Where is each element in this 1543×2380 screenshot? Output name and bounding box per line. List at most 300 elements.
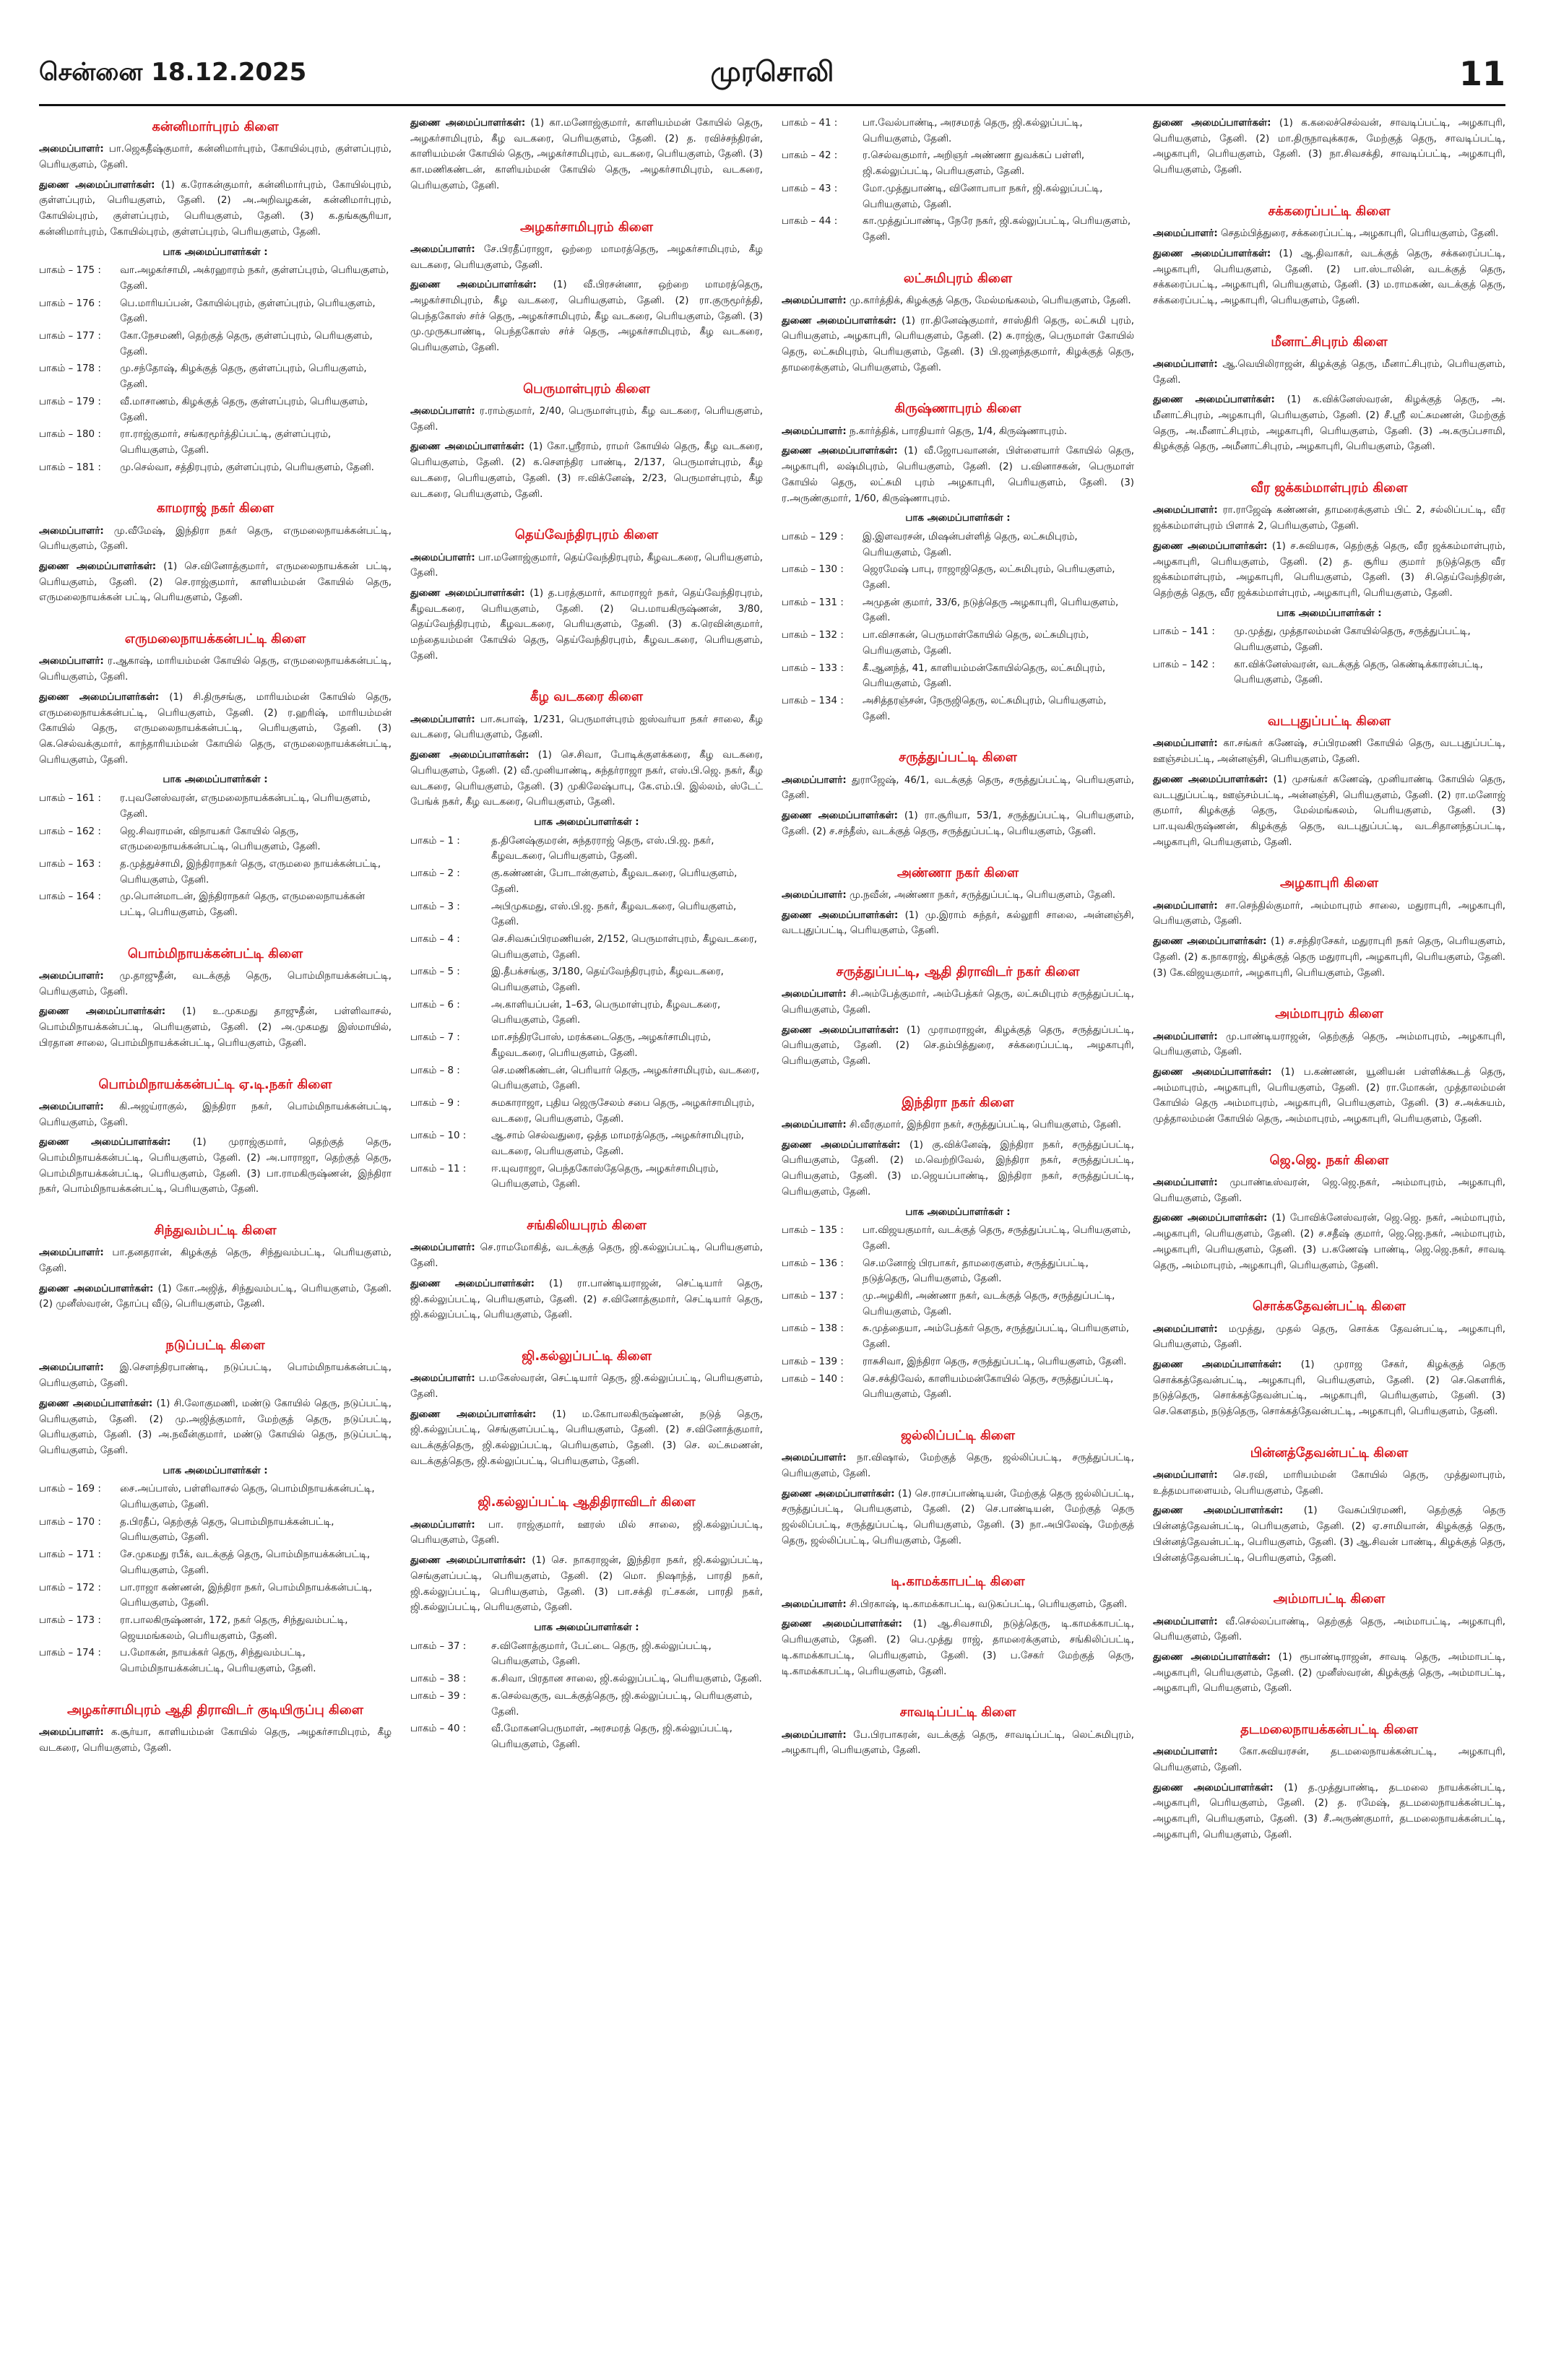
- booth-number: பாகம் – 3 :: [410, 901, 460, 912]
- role-label: அமைப்பாளர்:: [39, 656, 104, 667]
- booth-number: பாகம் – 9 :: [410, 1097, 460, 1109]
- newspaper-name: முரசொலி: [710, 56, 834, 87]
- booth-row: [39, 427, 392, 458]
- role-label: அமைப்பாளர்:: [782, 774, 847, 786]
- branch-block: [782, 400, 1134, 724]
- deputy-organizers-entry: [410, 116, 763, 194]
- organizer-entry: [410, 1518, 763, 1549]
- role-names: (1) வீ.பிரசன்னா, ஒற்றை மாமரத்தெரு, அழகர்சாமிபுரம், கீழ வடகரை, பெரியகுளம், தேனி. (2) ரா.குருமூர்த்தி, பெந்தகோஸ் சர்ச் தெரு, அழகர்சாமிபுரம், கீழ வடகரை, பெரியகுளம், தேனி. (3) மு.முருகபாண்டி, பெந்தகோஸ் சர்ச் தெரு, அழகர்சாமிபுரம், கீழ வடகரை, பெரியகுளம், தேனி.: [410, 280, 763, 354]
- booth-row: [410, 1128, 763, 1159]
- booth-organizer: பெ.மாரியப்பன், கோயில்புரம், குள்ளப்புரம், பெரியகுளம், தேனி.: [120, 298, 376, 325]
- role-label: அமைப்பாளர்:: [410, 552, 475, 563]
- role-label: துணை அமைப்பாளர்கள்:: [410, 1278, 535, 1289]
- role-names: (1) ரூபாண்டிராஜன், சாவடி தெரு, அம்மாபட்டி, அழகாபுரி, பெரியகுளம், தேனி. (2) முனீஸ்வரன், கிழக்குத் தெரு, அம்மாபட்டி, அழகாபுரி, பெரியகுளம், தேனி.: [1153, 1651, 1505, 1695]
- branch-block: [39, 118, 392, 475]
- role-label: துணை அமைப்பாளர்கள்:: [410, 1408, 537, 1420]
- role-names: முபாண்டீஸ்வரன், ஜெ.ஜெ.நகர், அம்மாபுரம், அழகாபுரி, பெரியகுளம், தேனி.: [1153, 1177, 1505, 1204]
- booth-organizer: அபிமுகமது, எஸ்.பி.ஜ. நகர், கீழவடகரை, பெரியகுளம், தேனி.: [491, 901, 737, 928]
- branch-title: அழகர்சாமிபுரம் கிளை: [520, 219, 653, 235]
- booth-organizers-heading: பாக அமைப்பாளர்கள் :: [1276, 607, 1382, 619]
- role-names: மு.கார்த்திக், கிழக்குத் தெரு, மேல்மங்கலம், பெரியகுளம், தேனி.: [849, 295, 1131, 306]
- role-label: துணை அமைப்பாளர்கள்:: [410, 587, 525, 599]
- role-names: (1) செ.ராசப்பாண்டியன், மேற்குத் தெரு ஜல்லிப்பட்டி, சருத்துப்பட்டி, பெரியகுளம், தேனி. (2) செ.பாண்டியன், மேற்குத் தெரு ஜல்லிப்பட்டி, சருத்துப்பட்டி, பெரியகுளம், தேனி. (3) நா.அபிலேஷ், மேற்குத் தெரு, ஜல்லிப்பட்டி, பெரியகுளம், தேனி.: [782, 1488, 1134, 1546]
- role-label: அமைப்பாளர்:: [782, 1598, 847, 1610]
- booth-number: பாகம் – 134 :: [782, 695, 844, 706]
- deputy-organizers-entry: [1153, 1357, 1505, 1420]
- booth-number: பாகம் – 43 :: [782, 183, 838, 194]
- booth-number: பாகம் – 130 :: [782, 564, 844, 576]
- deputy-organizers-entry: [1153, 1780, 1505, 1843]
- organizer-entry: [39, 1099, 392, 1130]
- booth-row: [782, 1256, 1134, 1287]
- deputy-organizers-entry: [1153, 1211, 1505, 1273]
- branch-block: [782, 116, 1134, 246]
- role-label: துணை அமைப்பாளர்கள்:: [782, 1024, 899, 1036]
- role-names: (1) வீ.ஜோபவானன், பிள்ளையார் கோயில் தெரு, அழகாபுரி, லஷ்மிபுரம், பெரியகுளம், தேனி. (2) ப.வினாசகன், பெருமாள் கோயில் தெரு, லட்சுமி புரம் அழகாபுரி, பெரியகுளம், தேனி. (3) ர.அருண்குமார், 1/60, கிருஷ்ணாபுரம்.: [782, 446, 1134, 504]
- branch-title: மீனாட்சிபுரம் கிளை: [1271, 334, 1388, 350]
- booth-number: பாகம் – 172 :: [39, 1582, 101, 1593]
- booth-number: பாகம் – 42 :: [782, 150, 838, 162]
- booth-row: [410, 1096, 763, 1127]
- role-label: துணை அமைப்பாளர்கள்:: [1153, 1505, 1284, 1517]
- booth-row: [39, 1547, 392, 1578]
- booth-number: பாகம் – 178 :: [39, 363, 101, 375]
- organizer-entry: [410, 242, 763, 273]
- booth-row: [782, 181, 1134, 212]
- branch-title: கீழ வடகரை கிளை: [530, 689, 643, 705]
- booth-number: பாகம் – 161 :: [39, 793, 101, 805]
- booth-organizer: மு.பொன்மாடன், இந்திராநகர் தெரு, எருமலைநாயக்கன் பட்டி, பெரியகுளம், தேனி.: [120, 891, 366, 919]
- booth-number: பாகம் – 11 :: [410, 1163, 467, 1174]
- role-label: துணை அமைப்பாளர்கள்:: [782, 1488, 895, 1500]
- deputy-organizers-entry: [782, 1023, 1134, 1070]
- branch-block: [782, 865, 1134, 939]
- booth-row: [39, 1580, 392, 1611]
- booth-number: பாகம் – 5 :: [410, 966, 460, 978]
- role-names: (1) கோ.அஜித், சிந்துவம்பட்டி, பெரியகுளம், தேனி. (2) முனீஸ்வரன், தோப்பு வீடு, பெரியகுளம், தேனி.: [39, 1283, 392, 1310]
- role-label: அமைப்பாளர்:: [39, 525, 104, 537]
- branch-block: [1153, 203, 1505, 309]
- role-label: துணை அமைப்பாளர்கள்:: [39, 179, 155, 191]
- booth-number: பாகம் – 7 :: [410, 1032, 460, 1044]
- organizer-entry: [782, 1728, 1134, 1759]
- branch-block: [410, 1494, 763, 1752]
- deputy-organizers-entry: [410, 748, 763, 810]
- booth-organizers-heading: பாக அமைப்பாளர்கள் :: [905, 513, 1011, 524]
- branch-title: பொம்மிநாயக்கன்பட்டி கிளை: [127, 945, 303, 961]
- role-label: அமைப்பாளர்:: [39, 971, 104, 982]
- branch-title: பெருமாள்புரம் கிளை: [523, 381, 650, 397]
- organizer-entry: [39, 524, 392, 555]
- branch-block: [1153, 875, 1505, 981]
- deputy-organizers-entry: [782, 1617, 1134, 1679]
- branch-title: ஜல்லிப்பட்டி கிளை: [900, 1427, 1016, 1443]
- booth-row: [39, 460, 392, 476]
- booth-organizers-heading: பாக அமைப்பாளர்கள் :: [534, 1622, 639, 1633]
- booth-organizer: மா.சந்திரபோஸ், மரக்கடைதெரு, அழகர்சாமிபுரம், கீழவடகரை, பெரியகுளம், தேனி.: [491, 1032, 712, 1059]
- booth-organizer: இ.இளவரசன், மிஷன்பள்ளித் தெரு, லட்சுமிபுரம், பெரியகுளம், தேனி.: [863, 531, 1078, 558]
- deputy-organizers-entry: [782, 808, 1134, 839]
- deputy-organizers-entry: [39, 1396, 392, 1459]
- booth-row: [782, 628, 1134, 659]
- booth-organizer: செ.மணிகண்டன், பெரியார் தெரு, அழகர்சாமிபுரம், வடகரை, பெரியகுளம், தேனி.: [491, 1065, 760, 1092]
- role-names: சி.வீரகுமார், இந்திரா நகர், சருத்துப்பட்டி, பெரியகுளம், தேனி.: [849, 1120, 1122, 1131]
- deputy-organizers-entry: [410, 1407, 763, 1470]
- booth-organizer: அமுதன் குமார், 33/6, நடுத்தெரு அழகாபுரி, பெரியகுளம், தேனி.: [863, 597, 1119, 624]
- booth-row: [39, 824, 392, 855]
- deputy-organizers-entry: [782, 1487, 1134, 1549]
- role-names: பே.பிரபாகரன், வடக்குத் தெரு, சாவடிப்பட்டி, லெட்சுமிபுரம், அழகாபுரி, பெரியகுளம், தேனி.: [782, 1729, 1134, 1757]
- organizer-entry: [39, 654, 392, 685]
- role-label: அமைப்பாளர்:: [1153, 900, 1218, 912]
- role-names: பா.மனோஜ்குமார், தெய்வேந்திரபுரம், கீழவடகரை, பெரியகுளம், தேனி.: [410, 552, 763, 579]
- booth-row: [39, 296, 392, 327]
- organizer-entry: [1153, 1175, 1505, 1206]
- role-label: அமைப்பாளர்:: [782, 1729, 847, 1741]
- booth-organizer: பா.ராஜா கண்ணன், இந்திரா நகர், பொம்மிநாயக்கன்பட்டி, பெரியகுளம், தேனி.: [120, 1582, 373, 1609]
- branch-block: [410, 381, 763, 503]
- role-label: அமைப்பாளர்:: [782, 1120, 847, 1131]
- role-label: துணை அமைப்பாளர்கள்:: [1153, 1359, 1282, 1370]
- role-label: அமைப்பாளர்:: [782, 295, 847, 306]
- booth-organizer: க.செல்வகுரு, வடக்குத்தெரு, ஜி.கல்லுப்பட்டி, பெரியகுளம், தேனி.: [491, 1690, 753, 1718]
- booth-number: பாகம் – 179 :: [39, 396, 101, 407]
- role-names: ர.ராம்குமார், 2/40, பெருமாள்புரம், கீழ வடகரை, பெரியகுளம், தேனி.: [410, 406, 763, 433]
- role-label: அமைப்பாளர்:: [1153, 1031, 1218, 1042]
- booth-number: பாகம் – 180 :: [39, 429, 101, 441]
- booth-number: பாகம் – 44 :: [782, 216, 838, 228]
- role-names: (1) ச.சுவியரசு, தெற்குத் தெரு, வீர ஜக்கம்மாள்புரம், அழகாபுரி, பெரியகுளம், தேனி. (2) த. சூரிய குமார் நடுத்தெரு வீர ஜக்கம்மாள்புரம், அழகாபுரி, பெரியகுளம், தேனி. (3) சி.தெய்வேந்திரன், தெற்குத் தெரு, வீர ஜக்கம்மாள்புரம், அழகாபுரி, பெரியகுளம், தேனி.: [1153, 540, 1505, 599]
- branch-title: காமராஜ் நகர் கிளை: [156, 501, 275, 516]
- booth-number: பாகம் – 136 :: [782, 1258, 844, 1269]
- booth-row: [410, 1721, 763, 1752]
- branch-title: தடமலைநாயக்கன்பட்டி கிளை: [1240, 1722, 1418, 1738]
- booth-row: [410, 834, 763, 865]
- booth-organizers-heading: பாக அமைப்பாளர்கள் :: [163, 246, 268, 258]
- booth-organizer: சு.முத்தையா, அம்பேத்கர் தெரு, சருத்துப்பட்டி, பெரியகுளம், தேனி.: [863, 1323, 1130, 1351]
- booth-row: [782, 562, 1134, 593]
- branch-block: [410, 1217, 763, 1323]
- booth-number: பாகம் – 177 :: [39, 331, 101, 342]
- organizer-entry: [39, 1360, 392, 1391]
- role-label: துணை அமைப்பாளர்கள்:: [410, 1555, 527, 1567]
- branch-title: இந்திரா நகர் கிளை: [902, 1094, 1014, 1110]
- booth-number: பாகம் – 169 :: [39, 1484, 101, 1495]
- organizer-entry: [1153, 736, 1505, 767]
- booth-number: பாகம் – 173 :: [39, 1615, 101, 1626]
- booth-number: பாகம் – 142 :: [1153, 659, 1215, 670]
- role-label: அமைப்பாளர்:: [1153, 358, 1218, 370]
- role-label: துணை அமைப்பாளர்கள்:: [1153, 1782, 1274, 1793]
- deputy-organizers-entry: [39, 690, 392, 769]
- booth-row: [39, 394, 392, 425]
- branch-title: சொக்கதேவன்பட்டி கிளை: [1253, 1299, 1406, 1315]
- booth-organizer: ரா.ராஜ்குமார், சங்கரமூர்த்திப்பட்டி, குள்ளப்புரம், பெரியகுளம், தேனி.: [120, 429, 332, 456]
- deputy-organizers-entry: [1153, 116, 1505, 178]
- branch-title: சருத்துப்பட்டி கிளை: [899, 750, 1017, 766]
- branch-title: பின்னத்தேவன்பட்டி கிளை: [1250, 1445, 1409, 1461]
- branch-title: ஜி.கல்லுப்பட்டி கிளை: [522, 1348, 652, 1364]
- booth-organizer: ர.புவனேஸ்வரன், எருமலைநாயக்கன்பட்டி, பெரியகுளம், தேனி.: [120, 793, 371, 820]
- role-names: (1) கோ.ஸ்ரீராம், ராமர் கோயில் தெரு, கீழ வடகரை, பெரியகுளம், தேனி. (2) க.செளந்திர பாண்டி, 2/137, பெருமாள்புரம், கீழ வடகரை, பெரியகுளம், தேனி. (3) ஈ.விக்னேஷ், 2/23, பெருமாள்புரம், கீழ வடகரை, பெரியகுளம், தேனி.: [410, 441, 763, 500]
- role-names: (1) முராஜ சேகர், கிழக்குத் தெரு சொக்கத்தேவன்பட்டி, அழகாபுரி, பெரியகுளம், தேனி. (2) செ.கௌரிக், நடுத்தெரு, சொக்கத்தேவன்பட்டி, அழகாபுரி, பெரியகுளம், தேனி. (3) செ.கௌதம், நடுத்தெரு, சொக்கத்தேவன்பட்டி, அழகாபுரி, பெரியகுளம், தேனி.: [1153, 1359, 1505, 1418]
- booth-row: [410, 1689, 763, 1720]
- role-names: கோ.சுவியரசன், தடமலைநாயக்கன்பட்டி, அழகாபுரி, பெரியகுளம், தேனி.: [1153, 1747, 1505, 1774]
- role-label: அமைப்பாளர்:: [410, 714, 475, 725]
- deputy-organizers-entry: [1153, 1650, 1505, 1697]
- deputy-organizers-entry: [410, 586, 763, 665]
- branch-block: [1153, 334, 1505, 456]
- role-label: அமைப்பாளர்:: [1153, 1177, 1218, 1189]
- role-label: துணை அமைப்பாளர்கள்:: [410, 441, 525, 453]
- deputy-organizers-entry: [410, 439, 763, 502]
- role-names: (1) த.முத்துபாண்டி, தடமலை நாயக்கன்பட்டி, அழகாபுரி, பெரியகுளம், தேனி. (2) த. ரமேஷ், தடமலைநாயக்கன்பட்டி, அழகாபுரி, பெரியகுளம், தேனி. (3) சீ.அருண்குமார், தடமலைநாயக்கன்பட்டி, அழகாபுரி, பெரியகுளம், தேனி.: [1153, 1782, 1505, 1840]
- branch-title: சருத்துப்பட்டி, ஆதி திராவிடர் நகர் கிளை: [836, 964, 1080, 979]
- booth-number: பாகம் – 175 :: [39, 265, 101, 277]
- booth-organizer: கு.கண்ணன், போடான்குளம், கீழவடகரை, பெரியகுளம், தேனி.: [491, 868, 738, 895]
- branch-block: [1153, 1005, 1505, 1128]
- role-names: (1) முராமராஜன், கிழக்குத் தெரு, சருத்துப்பட்டி, பெரியகுளம், தேனி. (2) செ.தம்பித்துரை, சக்கரைப்பட்டி, அழகாபுரி, பெரியகுளம், தேனி.: [782, 1024, 1134, 1068]
- booth-row: [1153, 624, 1505, 655]
- deputy-organizers-entry: [410, 1276, 763, 1323]
- role-names: (1) உ.முகமது தாஜுதீன், பள்ளிவாசல், பொம்மிநாயக்கன்பட்டி, பெரியகுளம், தேனி. (2) அ.முகமது இஸ்மாயில், பிரதான சாலை, பொம்மிநாயக்கன்பட்டி, பெரியகுளம், தேனி.: [39, 1006, 392, 1049]
- booth-row: [782, 529, 1134, 561]
- branch-block: [39, 1222, 392, 1312]
- branch-title: அம்மாபுரம் கிளை: [1275, 1006, 1383, 1022]
- branch-block: [782, 1094, 1134, 1403]
- deputy-organizers-entry: [1153, 392, 1505, 455]
- organizer-entry: [1153, 1029, 1505, 1060]
- column-1: [39, 116, 392, 2362]
- deputy-organizers-entry: [1153, 772, 1505, 851]
- booth-organizer: ஈ.யுவராஜா, பெந்தகோஸ்தேதெரு, அழகர்சாமிபுரம், பெரியகுளம், தேனி.: [491, 1163, 719, 1190]
- booth-organizer: செ.சக்திவேல், காளியம்மன்கோயில் தெரு, சருத்துப்பட்டி, பெரியகுளம், தேனி.: [863, 1373, 1114, 1401]
- role-names: (1) ச.சந்திரசேகர், மதுராபுரி நகர் தெரு, பெரியகுளம், தேனி. (2) க.நாகராஜ், கிழக்குத் தெரு மதுராபுரி, அழகாபுரி, பெரியகுளம், தேனி. (3) கே.விஜயகுமார், அழகாபுரி, பெரியகுளம், தேனி.: [1153, 936, 1505, 979]
- role-names: (1) ரா.சூரியா, 53/1, சருத்துப்பட்டி, பெரியகுளம், தேனி. (2) ச.சந்தீஸ், வடக்குத் தெரு, சருத்துப்பட்டி, பெரியகுளம், தேனி.: [782, 810, 1134, 837]
- edition-date: சென்னை 18.12.2025: [39, 58, 307, 87]
- role-label: துணை அமைப்பாளர்கள்:: [782, 810, 898, 822]
- role-names: (1) த.பரத்குமார், காமராஜர் நகர், தெய்வேந்திரபுரம், கீழவடகரை, பெரியகுளம், தேனி. (2) பெ.மாயகிருஷ்ணன், 3/80, தெய்வேந்திரபுரம், கீழவடகரை, பெரியகுளம், தேனி. (3) க.ரெவின்குமார், மந்தையம்மன் கோயில் தெரு, தெய்வேந்திரபுரம், கீழவடகரை, பெரியகுளம், தேனி.: [410, 587, 763, 662]
- deputy-organizers-entry: [39, 1281, 392, 1312]
- deputy-organizers-entry: [1153, 539, 1505, 602]
- booth-row: [410, 932, 763, 963]
- booth-row: [410, 964, 763, 995]
- role-names: சா.செந்தில்குமார், அம்மாபுரம் சாலை, மதுராபுரி, அழகாபுரி, பெரியகுளம், தேனி.: [1153, 900, 1505, 927]
- role-label: துணை அமைப்பாளர்கள்:: [39, 1283, 154, 1294]
- booth-row: [39, 1645, 392, 1676]
- booth-row: [782, 1321, 1134, 1352]
- booth-organizer: பா.விசாகன், பெருமாள்கோயில் தெரு, லட்சுமிபுரம், பெரியகுளம், தேனி.: [863, 630, 1089, 657]
- booth-organizer: கீ.ஆனந்த், 41, காளியம்மன்கோயில்தெரு, லட்சுமிபுரம், பெரியகுளம், தேனி.: [863, 662, 1106, 690]
- masthead-rule: [39, 104, 1505, 106]
- role-label: துணை அமைப்பாளர்கள்:: [1153, 1651, 1271, 1663]
- role-label: அமைப்பாளர்:: [410, 1373, 475, 1385]
- booth-organizer: அ.காளியப்பன், 1–63, பெருமாள்புரம், கீழவடகரை, பெரியகுளம், தேனி.: [491, 999, 721, 1026]
- booth-organizer: வா.அழகர்சாமி, அக்ரஹாரம் நகர், குள்ளப்புரம், பெரியகுளம், தேனி.: [120, 265, 389, 292]
- role-names: மு.தாஜுதீன், வடக்குத் தெரு, பொம்மிநாயக்கன்பட்டி, பெரியகுளம், தேனி.: [39, 971, 392, 998]
- role-names: (1) க.கலைச்செல்வன், சாவடிப்பட்டி, அழகாபுரி, பெரியகுளம், தேனி. (2) மா.திருநாவுக்கரசு, மேற்குத் தெரு, சாவடிப்பட்டி, அழகாபுரி, பெரியகுளம், தேனி. (3) நா.சிவசக்தி, சாவடிப்பட்டி, அழகாபுரி, பெரியகுளம், தேனி.: [1153, 118, 1505, 176]
- booth-row: [782, 148, 1134, 179]
- booth-number: பாகம் – 140 :: [782, 1373, 844, 1385]
- role-names: சே.பிரதீப்ராஜா, ஒற்றை மாமரத்தெரு, அழகர்சாமிபுரம், கீழ வடகரை, பெரியகுளம், தேனி.: [410, 243, 763, 271]
- organizer-entry: [39, 1725, 392, 1756]
- role-names: (1) சி.லோகுமணி, மண்டு கோயில் தெரு, நடுப்பட்டி, பெரியகுளம், தேனி. (2) மு.அஜித்குமார், மேற்குத் தெரு, நடுப்பட்டி, பெரியகுளம், தேனி. (3) அ.நவீன்குமார், மண்டு கோயில் தெரு, நடுப்பட்டி, பெரியகுளம், தேனி.: [39, 1398, 392, 1456]
- role-names: (1) சி.திருசங்கு, மாரியம்மன் கோயில் தெரு, எருமலைநாயக்கன்பட்டி, பெரியகுளம், தேனி. (2) ர.ஹரிஷ், மாரியம்மன் கோயில் தெரு, எருமலைநாயக்கன்பட்டி, பெரியகுளம், தேனி. (3) கெ.செல்வக்குமார், காந்தாரியம்மன் கோயில் தெரு, எருமலைநாயக்கன்பட்டி, பெரியகுளம், தேனி.: [39, 691, 392, 766]
- branch-title: பொம்மிநாயக்கன்பட்டி ஏ.டி.நகர் கிளை: [98, 1076, 332, 1092]
- booth-row: [410, 1161, 763, 1193]
- deputy-organizers-entry: [782, 313, 1134, 376]
- branch-title: நடுப்பட்டி கிளை: [165, 1338, 265, 1354]
- column-2: [410, 116, 763, 2362]
- organizer-entry: [410, 712, 763, 743]
- booth-number: பாகம் – 8 :: [410, 1065, 460, 1076]
- booth-organizer: சே.முகமது ரபீக், வடக்குத் தெரு, பொம்மிநாயக்கன்பட்டி, பெரியகுளம், தேனி.: [120, 1549, 371, 1576]
- organizer-entry: [782, 1117, 1134, 1133]
- branch-title: வடபுதுப்பட்டி கிளை: [1267, 714, 1391, 730]
- branch-title: கன்னிமார்புரம் கிளை: [152, 119, 279, 134]
- role-names: (1) ரா.தினேஷ்குமார், சாஸ்திரி தெரு, லட்சுமி புரம், பெரியகுளம், அழகாபுரி, பெரியகுளம், தேனி. (2) சு.ராஜ்கு, பெருமாள் கோயில் தெரு, லட்சுமிபுரம், பெரியகுளம், தேனி. (3) பி.ஜனந்தகுமார், கிழக்குத் தெரு, தாமரைக்குளம், பெரியகுளம், தேனி.: [782, 315, 1134, 373]
- role-label: துணை அமைப்பாளர்கள்:: [410, 118, 526, 129]
- role-names: செதம்பித்துரை, சக்கரைப்பட்டி, அழகாபுரி, பெரியகுளம், தேனி.: [1220, 228, 1499, 240]
- role-label: துணை அமைப்பாளர்கள்:: [1153, 1066, 1272, 1078]
- booth-row: [410, 899, 763, 930]
- role-label: அமைப்பாளர்:: [410, 406, 475, 417]
- role-names: (1) போவிக்னேஸ்வரன், ஜெ.ஜெ. நகர், அம்மாபுரம், அழகாபுரி, பெரியகுளம், தேனி. (2) ச.சதீஷ் குமார், ஜெ.ஜெ.நகர், அம்மாபுரம், அழகாபுரி, பெரியகுளம், தேனி. (3) ப.கணேஷ் பாண்டி, ஜெ.ஜெ.நகர், சாவடி தெரு, அம்மாபுரம், அழகாபுரி, பெரியகுளம், தேனி.: [1153, 1213, 1505, 1271]
- booth-number: பாகம் – 37 :: [410, 1640, 467, 1652]
- role-label: துணை அமைப்பாளர்கள்:: [39, 691, 160, 703]
- booth-organizer: இ.தீபக்சங்கு, 3/180, தெய்வேந்திரபுரம், கீழவடகரை, பெரியகுளம், தேனி.: [491, 966, 724, 994]
- organizer-entry: [1153, 226, 1505, 242]
- branch-title: சிந்துவம்பட்டி கிளை: [154, 1223, 277, 1239]
- booth-organizer: ராசுசிவா, இந்திரா தெரு, சருத்துப்பட்டி, பெரியகுளம், தேனி.: [863, 1356, 1127, 1367]
- booth-row: [782, 595, 1134, 626]
- role-names: ந.கார்த்திக், பாரதியார் தெரு, 1/4, கிருஷ்ணாபுரம்.: [849, 425, 1068, 437]
- booth-row: [1153, 657, 1505, 688]
- booth-organizer: ரா.பாலகிருஷ்ணன், 172, நகர் தெரு, சிந்துவம்பட்டி, ஜெயமங்கலம், பெரியகுளம், தேனி.: [120, 1615, 348, 1642]
- role-label: அமைப்பாளர்:: [39, 1247, 104, 1259]
- booth-number: பாகம் – 174 :: [39, 1648, 101, 1659]
- role-label: அமைப்பாளர்:: [1153, 738, 1218, 750]
- deputy-organizers-entry: [1153, 1503, 1505, 1566]
- organizer-entry: [1153, 503, 1505, 534]
- booth-row: [782, 116, 1134, 147]
- booth-organizer: ச.வினோத்குமார், பேட்டை தெரு, ஜி.கல்லுப்பட்டி, பெரியகுளம், தேனி.: [491, 1640, 712, 1668]
- booth-number: பாகம் – 4 :: [410, 933, 460, 945]
- organizer-entry: [782, 987, 1134, 1018]
- column-4: [1153, 116, 1505, 2362]
- booth-organizer: பா.வேல்பாண்டி, அரசமரத் தெரு, ஜி.கல்லுப்பட்டி, பெரியகுளம், தேனி.: [863, 118, 1083, 144]
- branch-title: அம்மாபட்டி கிளை: [1273, 1591, 1386, 1607]
- booth-number: பாகம் – 162 :: [39, 826, 101, 837]
- organizer-entry: [782, 888, 1134, 904]
- organizer-entry: [39, 142, 392, 173]
- branch-title: அழகாபுரி கிளை: [1279, 875, 1379, 891]
- role-label: அமைப்பாளர்:: [39, 1101, 104, 1112]
- branch-title: சங்கிலியபுரம் கிளை: [527, 1218, 647, 1234]
- branch-title: சாவடிப்பட்டி கிளை: [899, 1705, 1016, 1721]
- booth-row: [410, 1063, 763, 1094]
- booth-row: [782, 214, 1134, 245]
- booth-organizer: ப.மோகன், நாயக்கர் தெரு, சிந்துவம்பட்டி, பொம்மிநாயக்கன்பட்டி, பெரியகுளம், தேனி.: [120, 1648, 316, 1675]
- booth-organizer: சை.அப்பாஸ், பள்ளிவாசல் தெரு, பொம்மிநாயக்கன்பட்டி, பெரியகுளம், தேனி.: [120, 1484, 375, 1511]
- organizer-entry: [1153, 357, 1505, 388]
- branch-title: சக்கரைப்பட்டி கிளை: [1268, 203, 1391, 219]
- organizer-entry: [1153, 1322, 1505, 1353]
- booth-organizer: கா.விக்னேஸ்வரன், வடக்குத் தெரு, கெண்டிக்காரன்பட்டி, பெரியகுளம், தேனி.: [1234, 659, 1483, 686]
- role-label: துணை அமைப்பாளர்கள்:: [782, 315, 897, 326]
- organizer-entry: [782, 424, 1134, 440]
- branch-block: [39, 631, 392, 921]
- booth-row: [782, 1372, 1134, 1403]
- role-label: அமைப்பாளர்:: [39, 144, 104, 155]
- role-label: அமைப்பாளர்:: [410, 1242, 475, 1254]
- booth-row: [410, 1671, 763, 1687]
- role-label: அமைப்பாளர்:: [39, 1362, 104, 1374]
- booth-organizer: மு.செல்வா, சத்திரபுரம், குள்ளப்புரம், பெரியகுளம், தேனி.: [120, 462, 374, 473]
- role-names: செ.ரவி, மாரியம்மன் கோயில் தெரு, முத்துலாபுரம், உத்தமபாளையம், பெரியகுளம், தேனி.: [1153, 1470, 1505, 1497]
- booth-number: பாகம் – 10 :: [410, 1130, 467, 1142]
- role-label: துணை அமைப்பாளர்கள்:: [39, 561, 157, 573]
- branch-block: [782, 1573, 1134, 1679]
- role-label: துணை அமைப்பாளர்கள்:: [1153, 936, 1267, 948]
- role-label: துணை அமைப்பாளர்கள்:: [1153, 1213, 1268, 1224]
- role-names: பா.சுபாஷ், 1/231, பெருமாள்புரம் ஐஸ்வர்யா நகர் சாலை, கீழ வடகரை, பெரியகுளம், தேனி.: [410, 714, 763, 741]
- role-label: துணை அமைப்பாளர்கள்:: [1153, 394, 1275, 406]
- branch-title: வீர ஜக்கம்மாள்புரம் கிளை: [1250, 480, 1408, 496]
- deputy-organizers-entry: [782, 443, 1134, 506]
- booth-number: பாகம் – 132 :: [782, 630, 844, 641]
- booth-number: பாகம் – 129 :: [782, 531, 844, 542]
- booth-row: [39, 1481, 392, 1513]
- booth-organizers-heading: பாக அமைப்பாளர்கள் :: [905, 1206, 1011, 1218]
- role-names: ர.ஆகாஷ், மாரியம்மன் கோயில் தெரு, எருமலைநாயக்கன்பட்டி, பெரியகுளம், தேனி.: [39, 656, 392, 683]
- deputy-organizers-entry: [39, 1004, 392, 1051]
- branch-title: ஜெ.ஜெ. நகர் கிளை: [1269, 1152, 1389, 1168]
- booth-organizers-heading: பாக அமைப்பாளர்கள் :: [163, 1465, 268, 1476]
- deputy-organizers-entry: [782, 908, 1134, 939]
- booth-number: பாகம் – 135 :: [782, 1225, 844, 1237]
- role-names: (1) முராஜ்குமார், தெற்குத் தெரு, பொம்மிநாயக்கன்பட்டி, பெரியகுளம், தேனி. (2) அ.பாராஜா, தெற்குத் தெரு, பொம்மிநாயக்கன்பட்டி, பெரியகுளம், தேனி. (3) பா.ராமகிருஷ்ணன், இந்திரா நகர், பொம்மிநாயக்கன்பட்டி, பெரியகுளம், தேனி.: [39, 1137, 392, 1195]
- deputy-organizers-entry: [782, 1138, 1134, 1200]
- booth-organizers-heading: பாக அமைப்பாளர்கள் :: [534, 816, 639, 828]
- role-names: பா.தனதரான், கிழக்குத் தெரு, சிந்துவம்பட்டி, பெரியகுளம், தேனி.: [39, 1247, 392, 1275]
- booth-organizer: வீ.மாசாணம், கிழக்குத் தெரு, குள்ளப்புரம், பெரியகுளம், தேனி.: [120, 396, 368, 423]
- booth-row: [39, 889, 392, 920]
- branch-title: ஜி.கல்லுப்பட்டி ஆதிதிராவிடர் கிளை: [477, 1494, 696, 1510]
- booth-row: [410, 866, 763, 897]
- masthead: [39, 43, 1505, 104]
- role-names: க.சூர்யா, காளியம்மன் கோயில் தெரு, அழகர்சாமிபுரம், கீழ வடகரை, பெரியகுளம், தேனி.: [39, 1727, 392, 1754]
- booth-number: பாகம் – 131 :: [782, 597, 844, 608]
- deputy-organizers-entry: [1153, 934, 1505, 981]
- branch-block: [782, 964, 1134, 1070]
- role-names: (1) கா.மனோஜ்குமார், காளியம்மன் கோயில் தெரு, அழகர்சாமிபுரம், கீழ வடகரை, பெரியகுளம், தேனி. (2) த. ரவிச்சந்திரன், காளியம்மன் கோயில் தெரு, அழகர்சாமிபுரம், வடகரை, பெரியகுளம், தேனி. (3) கா.மணிகண்டன், காளியம்மன் கோயில் தெரு, அழகர்சாமிபுரம், வடகரை, பெரியகுளம், தேனி.: [410, 118, 763, 191]
- branch-title: அழகர்சாமிபுரம் ஆதி திராவிடர் குடியிருப்பு கிளை: [66, 1702, 364, 1718]
- article-columns: [39, 116, 1505, 2362]
- role-label: துணை அமைப்பாளர்கள்:: [1153, 248, 1271, 259]
- role-names: பா. ராஜ்குமார், ஊரஸ் மில் சாலை, ஜி.கல்லுப்பட்டி, பெரியகுளம், தேனி.: [410, 1519, 763, 1546]
- organizer-entry: [1153, 1468, 1505, 1499]
- branch-block: [782, 1427, 1134, 1549]
- booth-row: [39, 1515, 392, 1546]
- branch-block: [410, 1348, 763, 1470]
- role-names: ஆ.வெயிலிராஜன், கிழக்குத் தெரு, மீனாட்சிபுரம், பெரியகுளம், தேனி.: [1153, 358, 1505, 386]
- role-label: அமைப்பாளர்:: [1153, 1747, 1218, 1758]
- role-names: (1) செ.சிவா, போடிக்குளக்கரை, கீழ வடகரை, பெரியகுளம், தேனி. (2) வீ.முனியாண்டி, சுந்தர்ராஜா நகர், எஸ்.பி.ஜெ. நகர், கீழ வடகரை, பெரியகுளம், தேனி. (3) முகிலேஷ்பாபு, கே.எம்.பி. இல்லம், ஸ்டேட் பேங்க் நகர், கீழ வடகரை, பெரியகுளம், தேனி.: [410, 750, 763, 808]
- booth-organizer: மு.சந்தோஷ், கிழக்குத் தெரு, குள்ளப்புரம், பெரியகுளம், தேனி.: [120, 363, 367, 391]
- booth-row: [39, 329, 392, 360]
- booth-number: பாகம் – 40 :: [410, 1723, 467, 1735]
